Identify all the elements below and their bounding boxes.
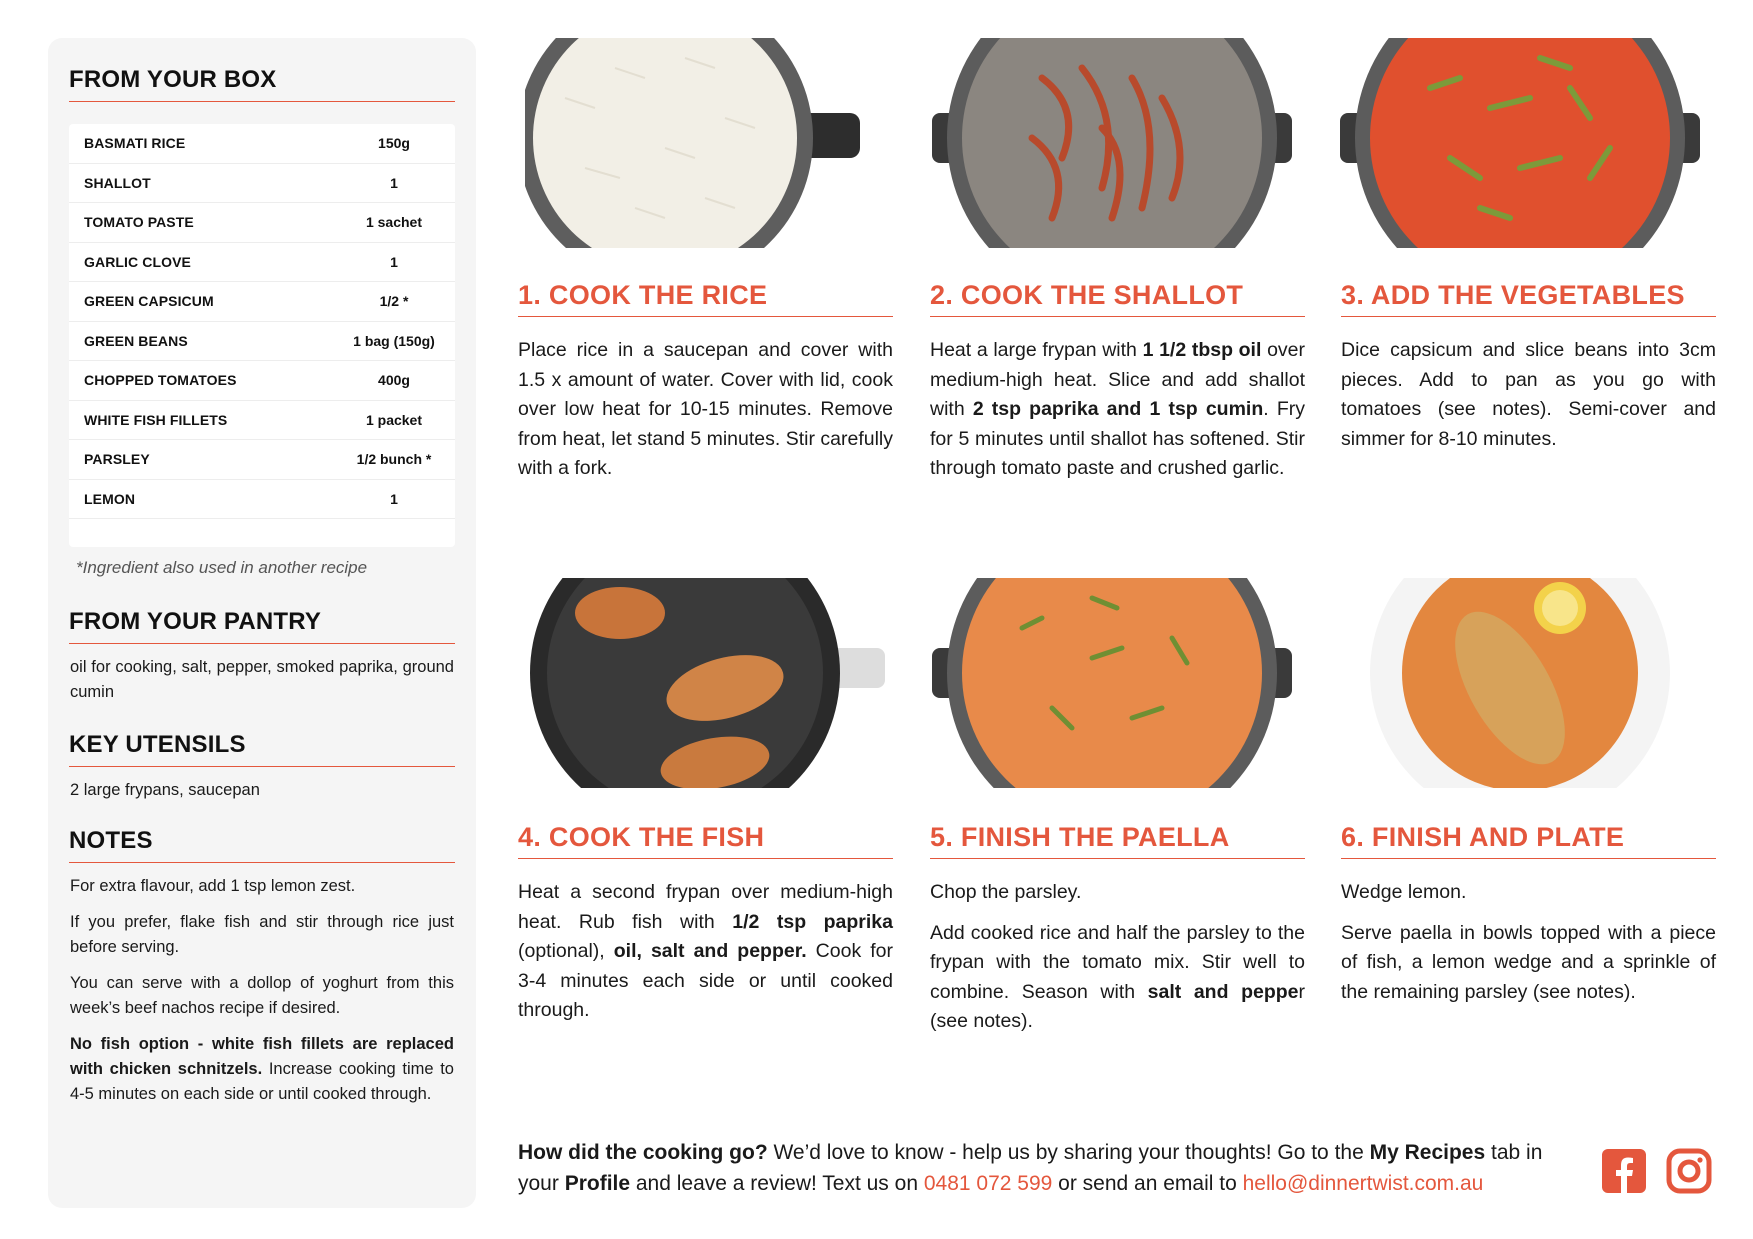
ingredient-name: GARLIC CLOVE (84, 253, 191, 270)
table-row (69, 440, 455, 480)
feedback-footer (518, 1137, 1578, 1199)
step-4-text: (optional), (518, 940, 614, 962)
facebook-icon[interactable] (1601, 1148, 1647, 1194)
step-4-bold: 1/2 tsp paprika (732, 910, 893, 933)
utensils-text: 2 large frypans, saucepan (70, 781, 260, 799)
profile-label: Profile (564, 1172, 631, 1195)
ingredient-qty: 1 bag (150g) (353, 332, 435, 349)
my-recipes-label: My Recipes (1369, 1141, 1486, 1164)
footer-text: tab in your (518, 1141, 1543, 1195)
ingredient-qty: 1 sachet (365, 214, 423, 231)
table-row (69, 361, 455, 401)
ingredient-name: PARSLEY (84, 451, 150, 468)
step-2-bold: 2 tsp paprika and 1 tsp cumin (972, 398, 1264, 420)
footer-text: or send an email to (1052, 1172, 1243, 1195)
ingredient-qty: 150g (378, 135, 410, 152)
step-4-bold: oil, salt and pepper. (613, 940, 807, 962)
fish-pan-photo (525, 578, 885, 788)
sidebar-panel (48, 38, 476, 1208)
step-1-text: Place rice in a saucepan and cover with 1.5 x amount of water. Cover with lid, cook over low heat for 10-15 minutes. Remove from heat, let stand 5 minutes. Stir carefully with a fork. (518, 339, 893, 479)
step-2-body (930, 336, 1305, 495)
step-2-title: 2. COOK THE SHALLOT (930, 280, 1305, 317)
note-bold: No fish option - white fish fillets are replaced with chicken schnitzels. (70, 1035, 454, 1078)
ingredient-qty: 1 (390, 490, 398, 507)
ingredient-name: SHALLOT (84, 174, 151, 191)
note-item: For extra flavour, add 1 tsp lemon zest. (70, 877, 356, 895)
note-rest: Increase cooking time to 4-5 minutes on each side or until cooked through. (70, 1060, 454, 1103)
footer-question: How did the cooking go? (518, 1141, 768, 1164)
step-5-text: Add cooked rice and half the parsley to the frypan with the tomato mix. Stir well to combine. Season with (930, 921, 1305, 1003)
step-2-text: Heat a large frypan with (930, 339, 1143, 361)
pantry-text: oil for cooking, salt, pepper, smoked paprika, ground cumin (70, 658, 454, 701)
table-row (69, 282, 455, 322)
ingredient-qty: 1 packet (365, 411, 423, 428)
ingredient-name: WHITE FISH FILLETS (84, 411, 228, 428)
phone-number[interactable]: 0481 072 599 (923, 1172, 1053, 1195)
step-4-title: 4. COOK THE FISH (518, 822, 893, 859)
note-item (70, 1032, 454, 1107)
step-5-text: r (see notes). (930, 980, 1305, 1032)
ingredient-qty: 1/2 bunch * (356, 451, 432, 468)
step-6-body (1341, 878, 1716, 1018)
step-2-text: . Fry for 5 minutes until shallot has softened. Stir through tomato paste and crushed garlic. (930, 398, 1305, 479)
ingredient-qty: 1 (390, 253, 398, 270)
shallot-pan-photo (932, 38, 1292, 248)
note-item: You can serve with a dollop of yoghurt from this week’s beef nachos recipe if desired. (70, 974, 454, 1017)
ingredient-name: LEMON (84, 490, 136, 507)
plated-paella-photo (1340, 578, 1700, 788)
ingredient-name: CHOPPED TOMATOES (84, 372, 237, 389)
rice-pot-photo (525, 38, 885, 248)
ingredient-name: GREEN CAPSICUM (84, 293, 214, 310)
pantry-heading: FROM YOUR PANTRY (69, 608, 455, 644)
utensils-heading: KEY UTENSILS (69, 731, 455, 767)
step-4-text: Heat a second frypan over medium-high heat. Rub fish with (518, 881, 893, 933)
ingredient-qty: 1/2 * (379, 293, 409, 310)
ingredient-qty: 400g (378, 372, 410, 389)
notes-text (70, 874, 454, 1118)
step-1-title: 1. COOK THE RICE (518, 280, 893, 317)
table-row (69, 322, 455, 362)
step-5-bold: salt and peppe (1147, 980, 1299, 1003)
step-3-title: 3. ADD THE VEGETABLES (1341, 280, 1716, 317)
table-row (69, 164, 455, 204)
step-5-title: 5. FINISH THE PAELLA (930, 822, 1305, 859)
step-6-title: 6. FINISH AND PLATE (1341, 822, 1716, 859)
step-3-body (1341, 336, 1716, 465)
step-1-body (518, 336, 893, 495)
step-2-text: over medium-high heat. Slice and add shallot with (930, 339, 1305, 420)
step-2-bold: 1 1/2 tbsp oil (1142, 339, 1262, 361)
footer-text: and leave a review! Text us on (630, 1172, 924, 1195)
ingredient-name: TOMATO PASTE (84, 214, 194, 231)
step-4-text: Cook for 3-4 minutes each side or until cooked through. (518, 940, 893, 1021)
table-row (69, 480, 455, 520)
step-4-body (518, 878, 893, 1037)
table-row (69, 203, 455, 243)
footer-text: We’d love to know - help us by sharing your thoughts! Go to the (767, 1141, 1370, 1164)
step-6-text: Wedge lemon. (1341, 881, 1467, 903)
table-row (69, 401, 455, 441)
ingredient-table (69, 124, 455, 547)
ingredient-name: GREEN BEANS (84, 332, 188, 349)
step-5-body (930, 878, 1305, 1048)
email-link[interactable]: hello@dinnertwist.com.au (1242, 1172, 1484, 1195)
box-heading: FROM YOUR BOX (69, 66, 455, 102)
table-row (69, 243, 455, 283)
step-3-text: Dice capsicum and slice beans into 3cm pieces. Add to pan as you go with tomatoes (see notes). Semi-cover and simmer for 8-10 minutes. (1341, 339, 1716, 450)
note-item: If you prefer, flake fish and stir through rice just before serving. (70, 913, 454, 956)
ingredient-qty: 1 (390, 174, 398, 191)
vegetables-pan-photo (1340, 38, 1700, 248)
instagram-icon[interactable] (1666, 1148, 1712, 1194)
table-row (69, 124, 455, 164)
notes-heading: NOTES (69, 827, 455, 863)
paella-pan-photo (932, 578, 1292, 788)
ingredient-note: *Ingredient also used in another recipe (76, 558, 368, 577)
ingredient-name: BASMATI RICE (84, 135, 186, 152)
step-5-text: Chop the parsley. (930, 881, 1082, 903)
step-6-text: Serve paella in bowls topped with a piece of fish, a lemon wedge and a sprinkle of the remaining parsley (see notes). (1341, 921, 1716, 1003)
